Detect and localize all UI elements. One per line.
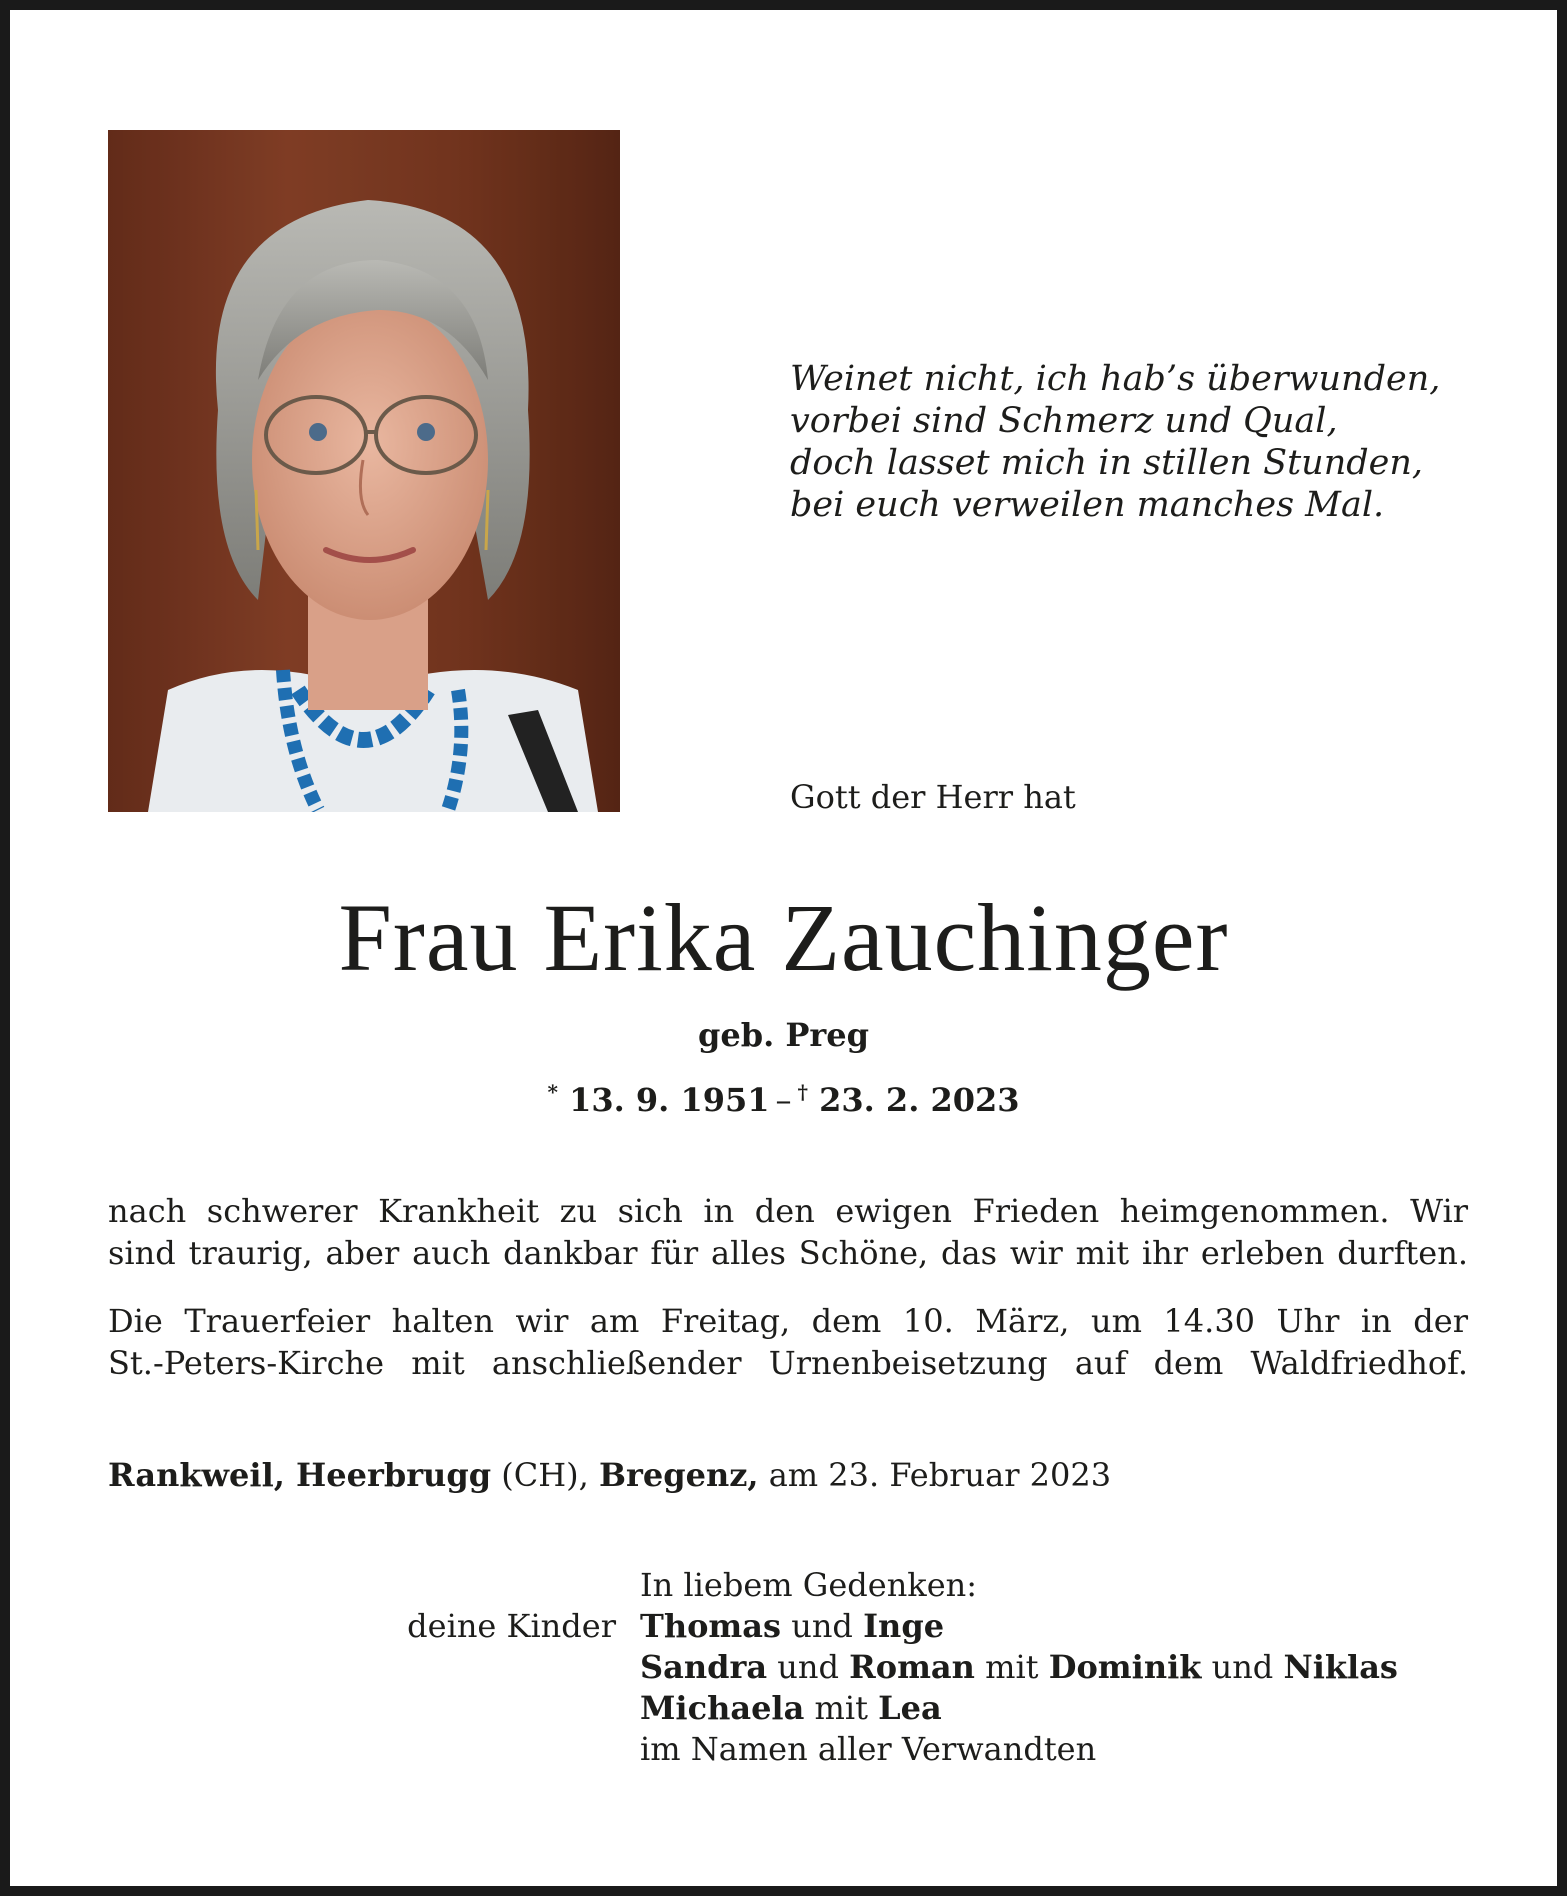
verse-line: doch lasset mich in stillen Stunden, bbox=[790, 443, 1424, 483]
birth-symbol: * bbox=[547, 1080, 558, 1104]
mourners-heading-row bbox=[390, 1565, 1398, 1606]
mourner-name: Michaela bbox=[640, 1689, 805, 1727]
place-secondary: Bregenz, bbox=[598, 1456, 759, 1494]
mourner-name: Niklas bbox=[1283, 1648, 1398, 1686]
memorial-verse bbox=[790, 358, 1470, 526]
paragraph-funeral bbox=[108, 1300, 1468, 1384]
mourner-name: Inge bbox=[863, 1607, 945, 1645]
mourners-label: deine Kinder bbox=[407, 1607, 616, 1645]
life-dates bbox=[10, 1080, 1557, 1119]
mourners-row bbox=[390, 1729, 1398, 1770]
verse-line: Weinet nicht, ich hab’s überwunden, bbox=[790, 359, 1441, 399]
mourner-name: Sandra bbox=[640, 1648, 768, 1686]
mourners-row: Sandra und Roman mit Dominik und Niklas bbox=[640, 1648, 1398, 1686]
place-primary: Rankweil, Heerbrugg bbox=[108, 1456, 492, 1494]
portrait-photo bbox=[108, 130, 620, 812]
place-country: (CH), bbox=[491, 1456, 599, 1494]
announcement-date: am 23. Februar 2023 bbox=[758, 1456, 1112, 1494]
mourners-heading: In liebem Gedenken: bbox=[640, 1566, 978, 1604]
mourners-row: deine Kinder Thomas und Inge bbox=[390, 1606, 1398, 1647]
verse-line: vorbei sind Schmerz und Qual, bbox=[790, 401, 1338, 441]
death-symbol: † bbox=[797, 1080, 808, 1104]
paragraph-line: St.-Peters-Kirche mit anschließender Urnenbeisetzung auf dem Waldfriedhof. bbox=[108, 1344, 1468, 1382]
mourners-block bbox=[390, 1565, 1398, 1770]
paragraph-line: Die Trauerfeier halten wir am Freitag, dem 10. März, um 14.30 Uhr in der bbox=[108, 1302, 1468, 1340]
birth-date: 13. 9. 1951 bbox=[569, 1081, 770, 1119]
place-date-line bbox=[108, 1456, 1111, 1494]
maiden-name: geb. Preg bbox=[697, 1016, 870, 1054]
portrait-illustration bbox=[108, 130, 620, 812]
mourner-name: Thomas bbox=[640, 1607, 782, 1645]
death-date: 23. 2. 2023 bbox=[819, 1081, 1020, 1119]
paragraph-passing bbox=[108, 1190, 1468, 1274]
mourner-name: Roman bbox=[849, 1648, 975, 1686]
mourner-name: Dominik bbox=[1048, 1648, 1202, 1686]
mourners-row: Michaela mit Lea bbox=[640, 1689, 942, 1727]
intro-text: Gott der Herr hat bbox=[790, 778, 1076, 816]
paragraph-line: sind traurig, aber auch dankbar für alles Schöne, das wir mit ihr erleben durften. bbox=[108, 1234, 1468, 1272]
paragraph-line: nach schwerer Krankheit zu sich in den ewigen Frieden heimgenommen. Wir bbox=[108, 1192, 1468, 1230]
verse-line: bei euch verweilen manches Mal. bbox=[790, 485, 1385, 525]
mourners-closing: im Namen aller Verwandten bbox=[640, 1730, 1097, 1768]
mourner-name: Lea bbox=[878, 1689, 942, 1727]
date-separator: – bbox=[775, 1081, 792, 1119]
deceased-name: Frau Erika Zauchinger bbox=[338, 884, 1229, 991]
